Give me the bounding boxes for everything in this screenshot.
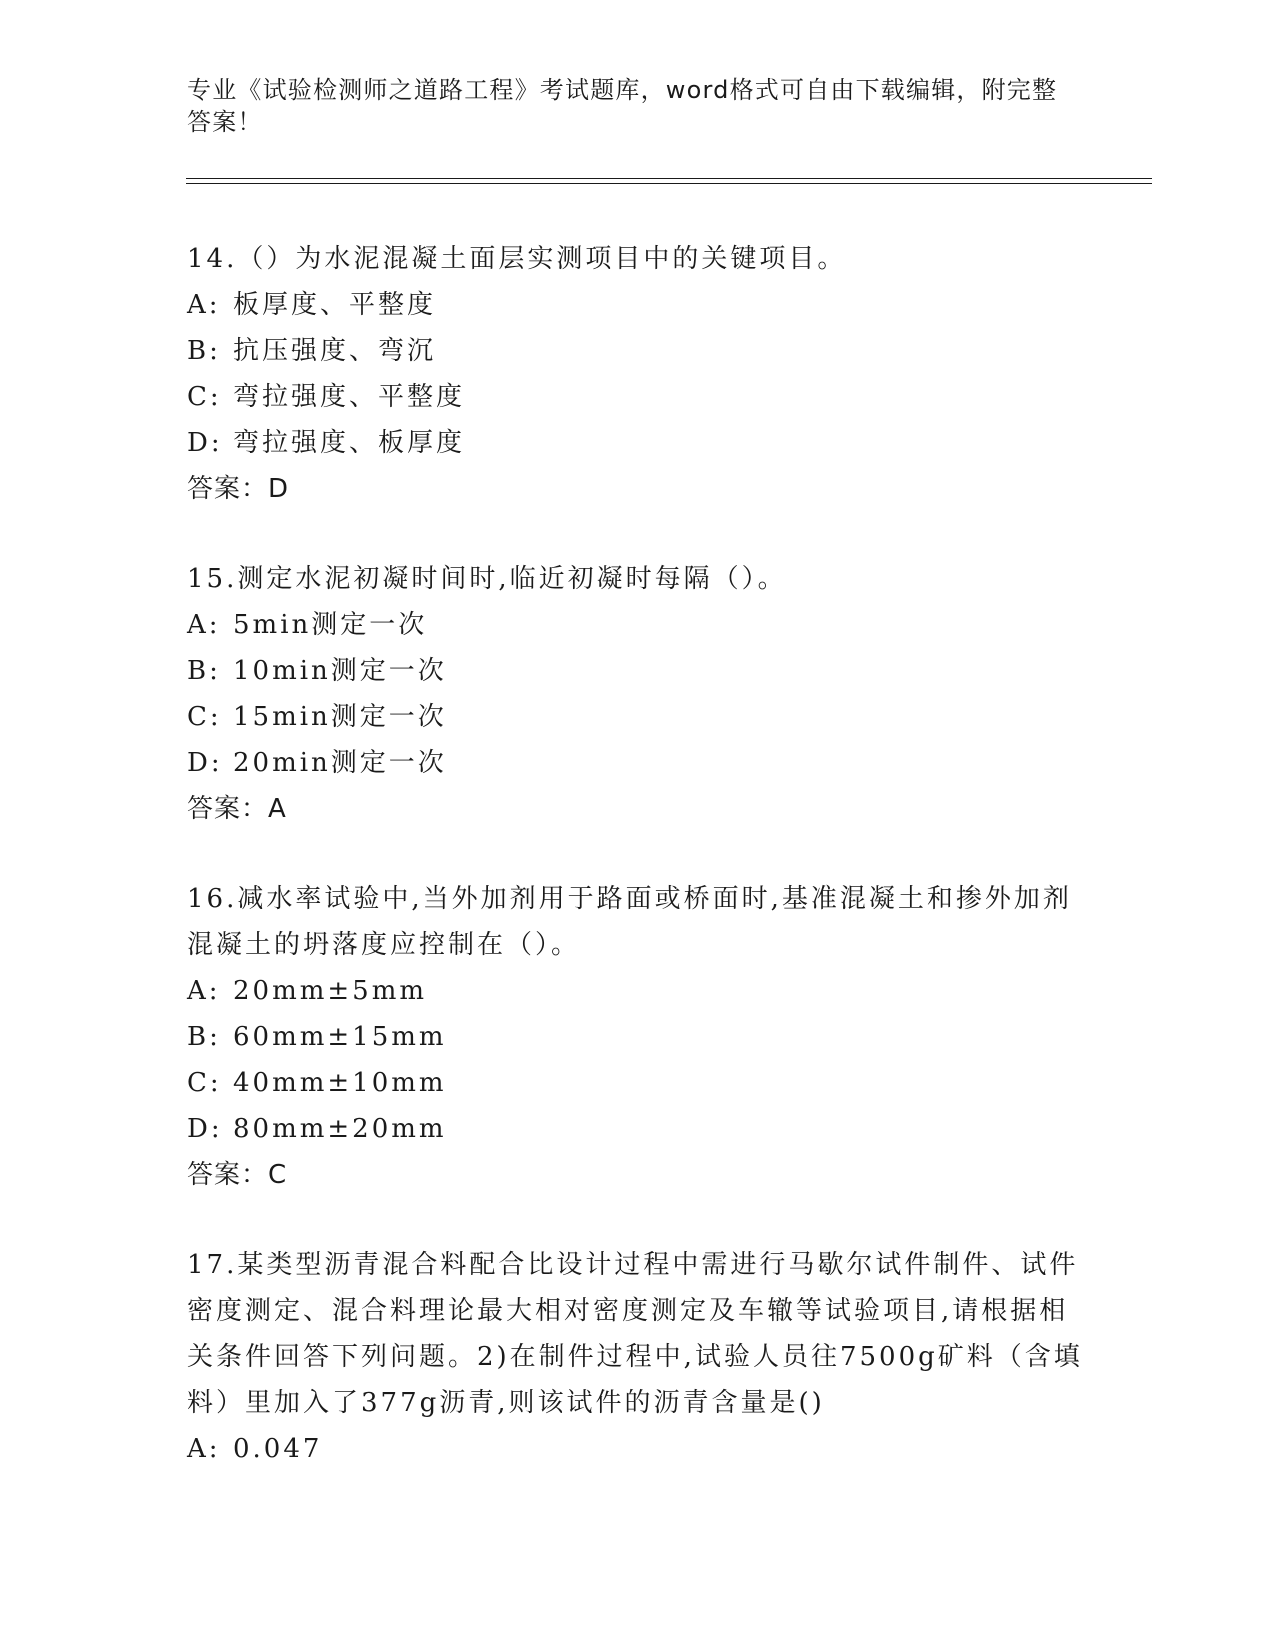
option-text: 弯拉强度、平整度: [233, 382, 466, 412]
question-text: 17.某类型沥青混合料配合比设计过程中需进行马歇尔试件制件、试件密度测定、混合料理论最大相对密度测定及车辙等试验项目,请根据相关条件回答下列问题。2)在制件过程中,试验人员往7500g矿料（含填料）里加入了377g沥青,则该试件的沥青含量是(): [187, 1250, 1083, 1418]
option-a: [187, 1426, 1087, 1472]
option-c: [187, 374, 1087, 420]
option-text: 60mm±15mm: [233, 1022, 447, 1052]
option-letter: B:: [187, 1022, 221, 1052]
option-text: 20mm±5mm: [233, 976, 428, 1006]
answer-text: 答案：C: [187, 1160, 288, 1190]
question-16: [187, 876, 1087, 1198]
option-text: 10min测定一次: [233, 656, 447, 686]
option-letter: D:: [187, 428, 223, 458]
option-letter: C:: [187, 1068, 222, 1098]
option-letter: C:: [187, 702, 222, 732]
option-letter: A:: [187, 1434, 221, 1464]
option-letter: A:: [187, 290, 221, 320]
option-b: [187, 328, 1087, 374]
option-d: [187, 1106, 1087, 1152]
option-letter: A:: [187, 610, 221, 640]
option-text: 5min测定一次: [233, 610, 428, 640]
question-14: [187, 236, 1087, 512]
option-letter: B:: [187, 336, 221, 366]
option-text: 弯拉强度、板厚度: [233, 428, 466, 458]
option-text: 40mm±10mm: [233, 1068, 447, 1098]
option-text: 板厚度、平整度: [233, 290, 437, 320]
header-divider-top: [186, 178, 1152, 179]
question-text: 14.（）为水泥混凝土面层实测项目中的关键项目。: [187, 244, 847, 274]
option-b: [187, 1014, 1087, 1060]
option-letter: A:: [187, 976, 221, 1006]
option-a: [187, 282, 1087, 328]
option-a: [187, 602, 1087, 648]
answer-text: 答案：A: [187, 794, 287, 824]
question-text: 16.减水率试验中,当外加剂用于路面或桥面时,基准混凝土和掺外加剂混凝土的坍落度应控制在（）。: [187, 884, 1072, 960]
option-letter: C:: [187, 382, 222, 412]
option-a: [187, 968, 1087, 1014]
option-letter: B:: [187, 656, 221, 686]
option-text: 20min测定一次: [233, 748, 447, 778]
question-15: [187, 556, 1087, 832]
option-b: [187, 648, 1087, 694]
option-text: 15min测定一次: [233, 702, 447, 732]
option-d: [187, 740, 1087, 786]
option-d: [187, 420, 1087, 466]
header-divider-bottom: [186, 183, 1152, 184]
answer-text: 答案：D: [187, 474, 290, 504]
option-text: 抗压强度、弯沉: [233, 336, 437, 366]
document-header: 专业《试验检测师之道路工程》考试题库，word格式可自由下载编辑，附完整答案！: [187, 76, 1058, 136]
option-text: 0.047: [233, 1434, 323, 1464]
question-text: 15.测定水泥初凝时间时,临近初凝时每隔（）。: [187, 564, 787, 594]
option-letter: D:: [187, 1114, 223, 1144]
option-text: 80mm±20mm: [233, 1114, 447, 1144]
option-letter: D:: [187, 748, 223, 778]
option-c: [187, 1060, 1087, 1106]
question-17: [187, 1242, 1087, 1472]
option-c: [187, 694, 1087, 740]
